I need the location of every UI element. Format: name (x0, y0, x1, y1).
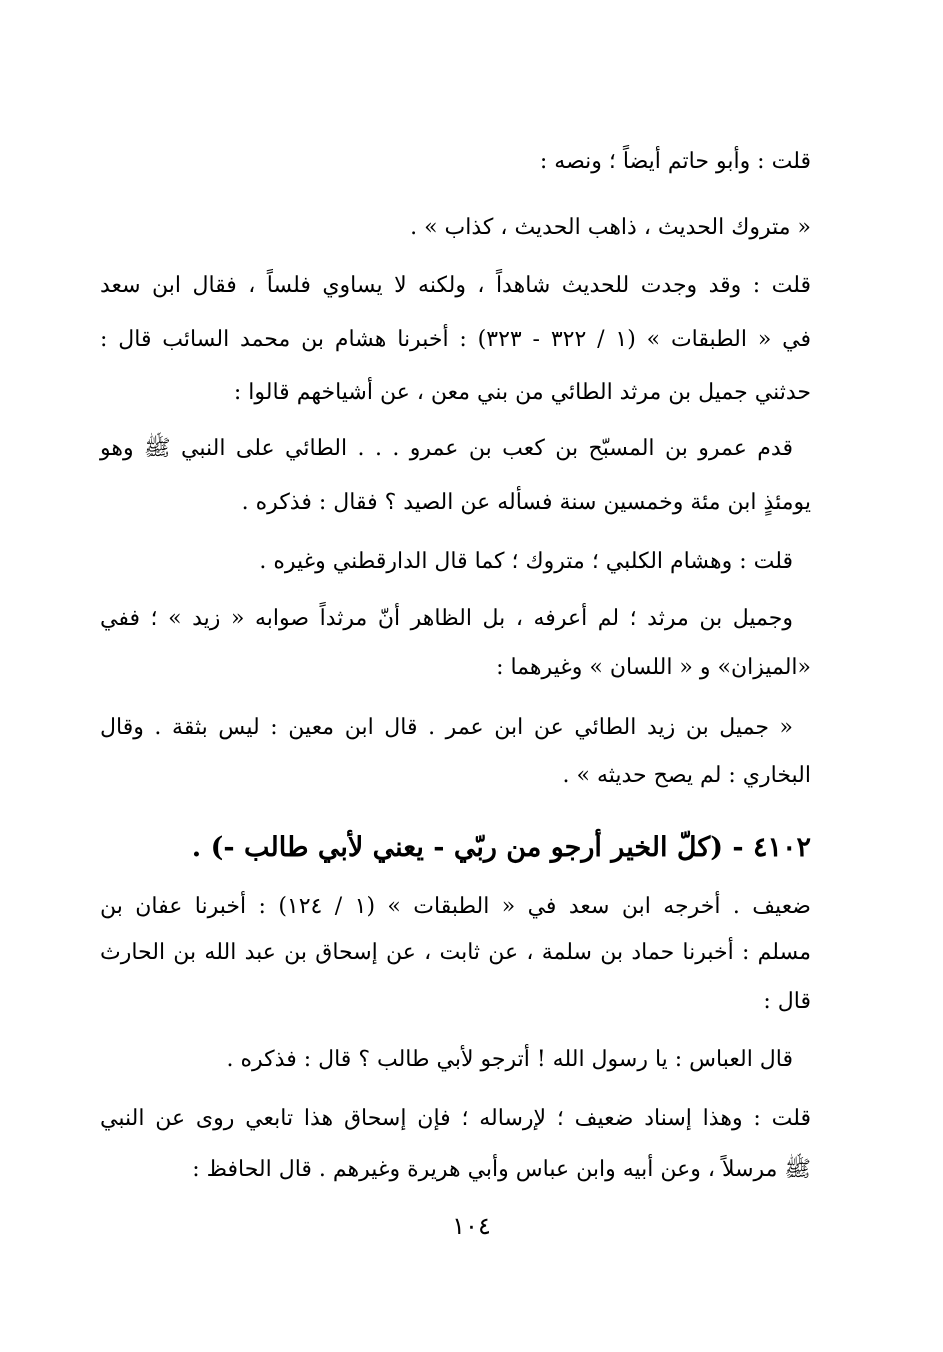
text-line-11: « جميل بن زيد الطائي عن ابن عمر . قال ابن معين : ليس بثقة . وقال (100, 715, 793, 740)
text-line-19: ﷺ مرسلاً ، وعن أبيه وابن عباس وأبي هريرة وغيرهم . قال الحافظ : (192, 1157, 811, 1182)
text-line-15: مسلم : أخبرنا حماد بن سلمة ، عن ثابت ، عن إسحاق بن عبد الله بن الحارث (100, 940, 811, 965)
hadith-heading: ٤١٠٢ - (كلّ الخير أرجو من ربّي - يعني لأبي طالب -) . (191, 832, 811, 863)
text-line-1: قلت : وأبو حاتم أيضاً ؛ ونصه : (539, 149, 811, 174)
text-line-4: في « الطبقات » (١ / ٣٢٢ - ٣٢٣) : أخبرنا هشام بن محمد السائب قال : (100, 327, 812, 352)
text-line-12: البخاري : لم يصح حديثه » . (562, 763, 811, 788)
text-line-3: قلت : وقد وجدت للحديث شاهداً ، ولكنه لا يساوي فلساً ، فقال ابن سعد (100, 273, 811, 298)
text-line-14: ضعيف . أخرجه ابن سعد في « الطبقات » (١ / ١٢٤) : أخبرنا عفان بن (100, 894, 811, 919)
text-line-2: « متروك الحديث ، ذاهب الحديث ، كذاب » . (410, 215, 811, 240)
text-line-9: وجميل بن مرثد ؛ لم أعرفه ، بل الظاهر أنّ مرثداً صوابه « زيد » ؛ ففي (100, 606, 793, 631)
text-line-5: حدثني جميل بن مرثد الطائي من بني معن ، عن أشياخهم قالوا : (233, 380, 811, 405)
page-number: ١٠٤ (452, 1212, 491, 1240)
text-line-6: قدم عمرو بن المسبّح بن كعب بن عمرو . . . الطائي على النبي ﷺ وهو (100, 436, 793, 461)
text-line-7: يومئذٍ ابن مئة وخمسين سنة فسأله عن الصيد ؟ فقال : فذكره . (241, 490, 811, 515)
text-line-17: قال العباس : يا رسول الله ! أترجو لأبي طالب ؟ قال : فذكره . (226, 1047, 793, 1072)
text-line-18: قلت : وهذا إسناد ضعيف ؛ لإرساله ؛ فإن إسحاق هذا تابعي روى عن النبي (100, 1106, 811, 1131)
text-line-16: قال : (763, 989, 811, 1014)
text-line-8: قلت : وهشام الكلبي ؛ متروك ؛ كما قال الدارقطني وغيره . (259, 549, 793, 574)
text-line-10: «الميزان» و « اللسان » وغيرهما : (496, 655, 811, 680)
